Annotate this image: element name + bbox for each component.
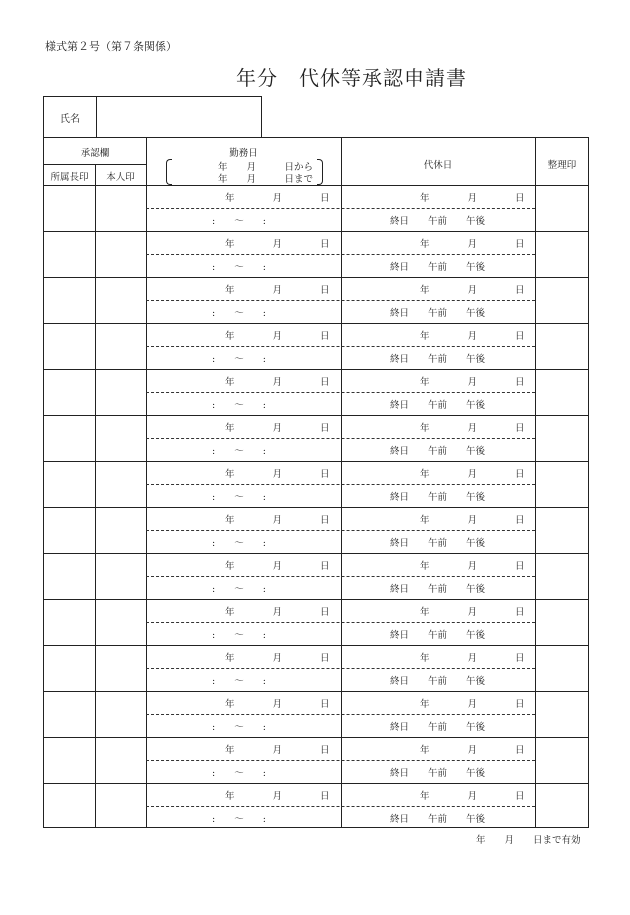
row-dashed-divider xyxy=(146,806,535,807)
work-date-cell[interactable]: 年 月 日 xyxy=(225,469,330,480)
work-time-cell[interactable]: : ～ : xyxy=(212,354,266,365)
comp-option-cell[interactable]: 終日 午前 午後 xyxy=(390,492,486,503)
col-divider xyxy=(535,138,536,827)
work-date-cell[interactable]: 年 月 日 xyxy=(225,653,330,664)
header-bottom-line xyxy=(44,185,588,186)
header-divider xyxy=(44,164,146,165)
row-dashed-divider xyxy=(146,392,535,393)
comp-option-cell[interactable]: 終日 午前 午後 xyxy=(390,722,486,733)
row-dashed-divider xyxy=(146,714,535,715)
seal-header: 整理印 xyxy=(547,160,577,171)
row-divider xyxy=(44,277,588,278)
name-box xyxy=(43,96,262,137)
comp-date-cell[interactable]: 年 月 日 xyxy=(420,515,525,526)
name-label: 氏名 xyxy=(44,97,97,137)
comp-date-cell[interactable]: 年 月 日 xyxy=(420,193,525,204)
comp-date-cell[interactable]: 年 月 日 xyxy=(420,745,525,756)
comp-option-cell[interactable]: 終日 午前 午後 xyxy=(390,630,486,641)
row-dashed-divider xyxy=(146,300,535,301)
comp-date-cell[interactable]: 年 月 日 xyxy=(420,607,525,618)
work-time-cell[interactable]: : ～ : xyxy=(212,768,266,779)
work-date-cell[interactable]: 年 月 日 xyxy=(225,377,330,388)
row-dashed-divider xyxy=(146,668,535,669)
col-divider xyxy=(95,165,96,827)
comp-date-cell[interactable]: 年 月 日 xyxy=(420,239,525,250)
work-time-cell[interactable]: : ～ : xyxy=(212,630,266,641)
work-time-cell[interactable]: : ～ : xyxy=(212,722,266,733)
self-seal-header: 本人印 xyxy=(106,172,135,183)
comp-option-cell[interactable]: 終日 午前 午後 xyxy=(390,262,486,273)
comp-option-cell[interactable]: 終日 午前 午後 xyxy=(390,400,486,411)
comp-option-cell[interactable]: 終日 午前 午後 xyxy=(390,354,486,365)
work-date-cell[interactable]: 年 月 日 xyxy=(225,607,330,618)
comp-date-cell[interactable]: 年 月 日 xyxy=(420,561,525,572)
work-time-cell[interactable]: : ～ : xyxy=(212,216,266,227)
row-divider xyxy=(44,599,588,600)
row-dashed-divider xyxy=(146,208,535,209)
row-dashed-divider xyxy=(146,760,535,761)
comp-date-cell[interactable]: 年 月 日 xyxy=(420,699,525,710)
row-divider xyxy=(44,231,588,232)
name-input-area[interactable] xyxy=(97,97,261,137)
work-time-cell[interactable]: : ～ : xyxy=(212,676,266,687)
row-dashed-divider xyxy=(146,622,535,623)
work-date-cell[interactable]: 年 月 日 xyxy=(225,331,330,342)
approval-header: 承認欄 xyxy=(80,148,110,159)
work-to-line: 年 月 日まで xyxy=(218,174,314,185)
comp-option-cell[interactable]: 終日 午前 午後 xyxy=(390,216,486,227)
bracket-right xyxy=(317,159,323,185)
validity-note: 年 月 日まで有効 xyxy=(476,835,581,846)
row-divider xyxy=(44,415,588,416)
comp-option-cell[interactable]: 終日 午前 午後 xyxy=(390,446,486,457)
row-dashed-divider xyxy=(146,484,535,485)
dept-head-seal-header: 所属長印 xyxy=(50,172,89,183)
row-divider xyxy=(44,783,588,784)
work-from-line: 年 月 日から xyxy=(218,162,314,173)
comp-option-cell[interactable]: 終日 午前 午後 xyxy=(390,308,486,319)
page-title: 年分 代休等承認申請書 xyxy=(236,66,467,90)
row-divider xyxy=(44,691,588,692)
comp-option-cell[interactable]: 終日 午前 午後 xyxy=(390,538,486,549)
work-date-cell[interactable]: 年 月 日 xyxy=(225,193,330,204)
work-date-cell[interactable]: 年 月 日 xyxy=(225,515,330,526)
work-time-cell[interactable]: : ～ : xyxy=(212,538,266,549)
work-date-cell[interactable]: 年 月 日 xyxy=(225,561,330,572)
comp-option-cell[interactable]: 終日 午前 午後 xyxy=(390,768,486,779)
work-date-cell[interactable]: 年 月 日 xyxy=(225,285,330,296)
comp-date-cell[interactable]: 年 月 日 xyxy=(420,331,525,342)
work-date-cell[interactable]: 年 月 日 xyxy=(225,791,330,802)
work-time-cell[interactable]: : ～ : xyxy=(212,400,266,411)
work-date-cell[interactable]: 年 月 日 xyxy=(225,239,330,250)
row-divider xyxy=(44,507,588,508)
comp-option-cell[interactable]: 終日 午前 午後 xyxy=(390,676,486,687)
work-time-cell[interactable]: : ～ : xyxy=(212,492,266,503)
bracket-left xyxy=(166,159,172,185)
work-time-cell[interactable]: : ～ : xyxy=(212,308,266,319)
comp-day-header: 代休日 xyxy=(423,160,453,171)
work-time-cell[interactable]: : ～ : xyxy=(212,446,266,457)
comp-date-cell[interactable]: 年 月 日 xyxy=(420,285,525,296)
row-divider xyxy=(44,645,588,646)
col-divider xyxy=(146,138,147,827)
work-time-cell[interactable]: : ～ : xyxy=(212,814,266,825)
row-dashed-divider xyxy=(146,576,535,577)
form-number: 様式第２号（第７条関係） xyxy=(45,40,177,53)
row-dashed-divider xyxy=(146,254,535,255)
comp-date-cell[interactable]: 年 月 日 xyxy=(420,469,525,480)
comp-date-cell[interactable]: 年 月 日 xyxy=(420,423,525,434)
work-date-cell[interactable]: 年 月 日 xyxy=(225,745,330,756)
row-dashed-divider xyxy=(146,346,535,347)
comp-date-cell[interactable]: 年 月 日 xyxy=(420,791,525,802)
work-time-cell[interactable]: : ～ : xyxy=(212,262,266,273)
comp-option-cell[interactable]: 終日 午前 午後 xyxy=(390,814,486,825)
row-divider xyxy=(44,737,588,738)
work-time-cell[interactable]: : ～ : xyxy=(212,584,266,595)
row-divider xyxy=(44,553,588,554)
row-divider xyxy=(44,323,588,324)
comp-date-cell[interactable]: 年 月 日 xyxy=(420,377,525,388)
work-date-cell[interactable]: 年 月 日 xyxy=(225,699,330,710)
work-day-header: 勤務日 xyxy=(229,148,258,159)
request-table xyxy=(43,137,589,828)
comp-date-cell[interactable]: 年 月 日 xyxy=(420,653,525,664)
comp-option-cell[interactable]: 終日 午前 午後 xyxy=(390,584,486,595)
work-date-cell[interactable]: 年 月 日 xyxy=(225,423,330,434)
row-divider xyxy=(44,369,588,370)
col-divider xyxy=(341,138,342,827)
row-dashed-divider xyxy=(146,438,535,439)
row-divider xyxy=(44,461,588,462)
row-dashed-divider xyxy=(146,530,535,531)
